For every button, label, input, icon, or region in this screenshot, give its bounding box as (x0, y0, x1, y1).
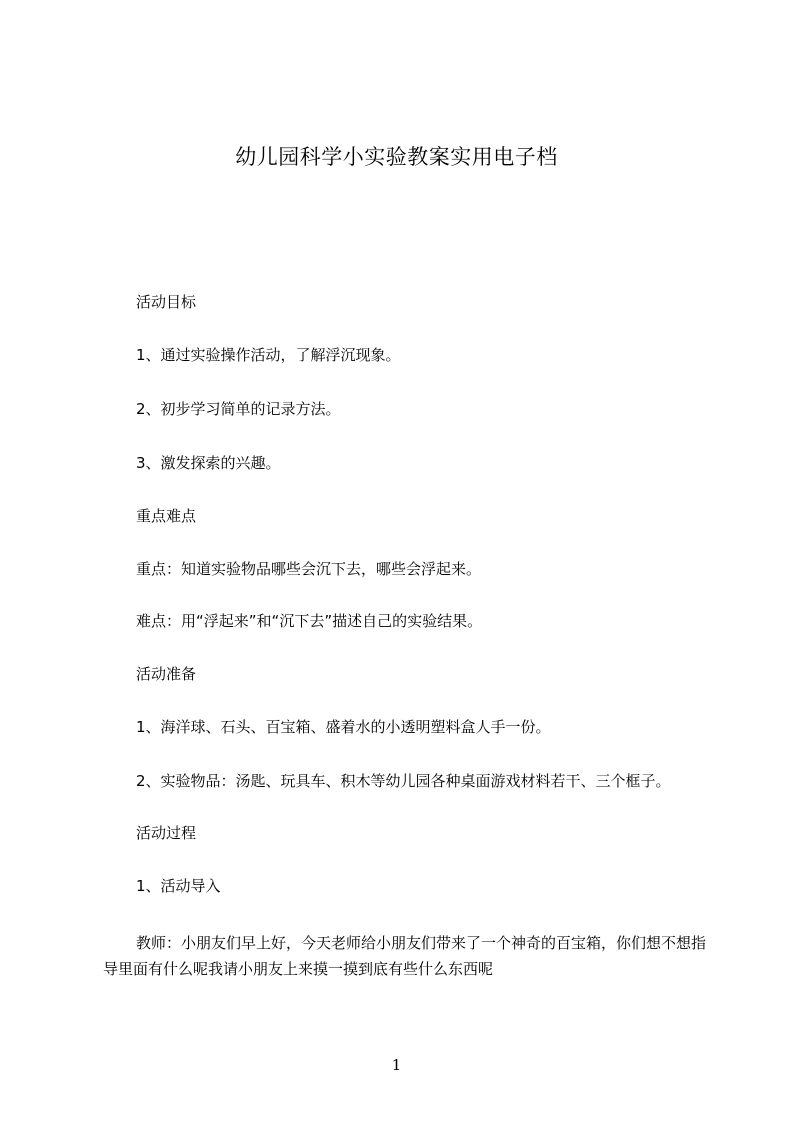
key-point-text: 重点：知道实验物品哪些会沉下去，哪些会浮起来。 (136, 560, 482, 578)
document-title: 幼儿园科学小实验教案实用电子档 (235, 145, 558, 169)
page-number: 1 (391, 1056, 402, 1074)
difficulty-text: 难点：用“浮起来”和“沉下去”描述自己的实验结果。 (136, 612, 483, 630)
goal-item-3: 3、激发探索的兴趣。 (136, 454, 281, 472)
section-heading-process: 活动过程 (136, 824, 197, 842)
preparation-item-1: 1、海洋球、石头、百宝箱、盛着水的小透明塑料盒人手一份。 (136, 718, 551, 736)
goal-item-1: 1、通过实验操作活动，了解浮沉现象。 (136, 346, 401, 364)
section-heading-preparation: 活动准备 (136, 665, 197, 683)
section-heading-key-difficulties: 重点难点 (136, 507, 197, 525)
teacher-dialogue-paragraph: 教师：小朋友们早上好，今天老师给小朋友们带来了一个神奇的百宝箱，你们想不想指导里面有什么呢我请小朋友上来摸一摸到底有些什么东西呢 (103, 934, 707, 978)
goal-item-2: 2、初步学习简单的记录方法。 (136, 400, 341, 418)
preparation-item-2: 2、实验物品：汤匙、玩具车、积木等幼儿园各种桌面游戏材料若干、三个框子。 (136, 772, 671, 790)
section-heading-activity-goals: 活动目标 (136, 293, 197, 311)
process-step-1: 1、活动导入 (136, 877, 221, 895)
